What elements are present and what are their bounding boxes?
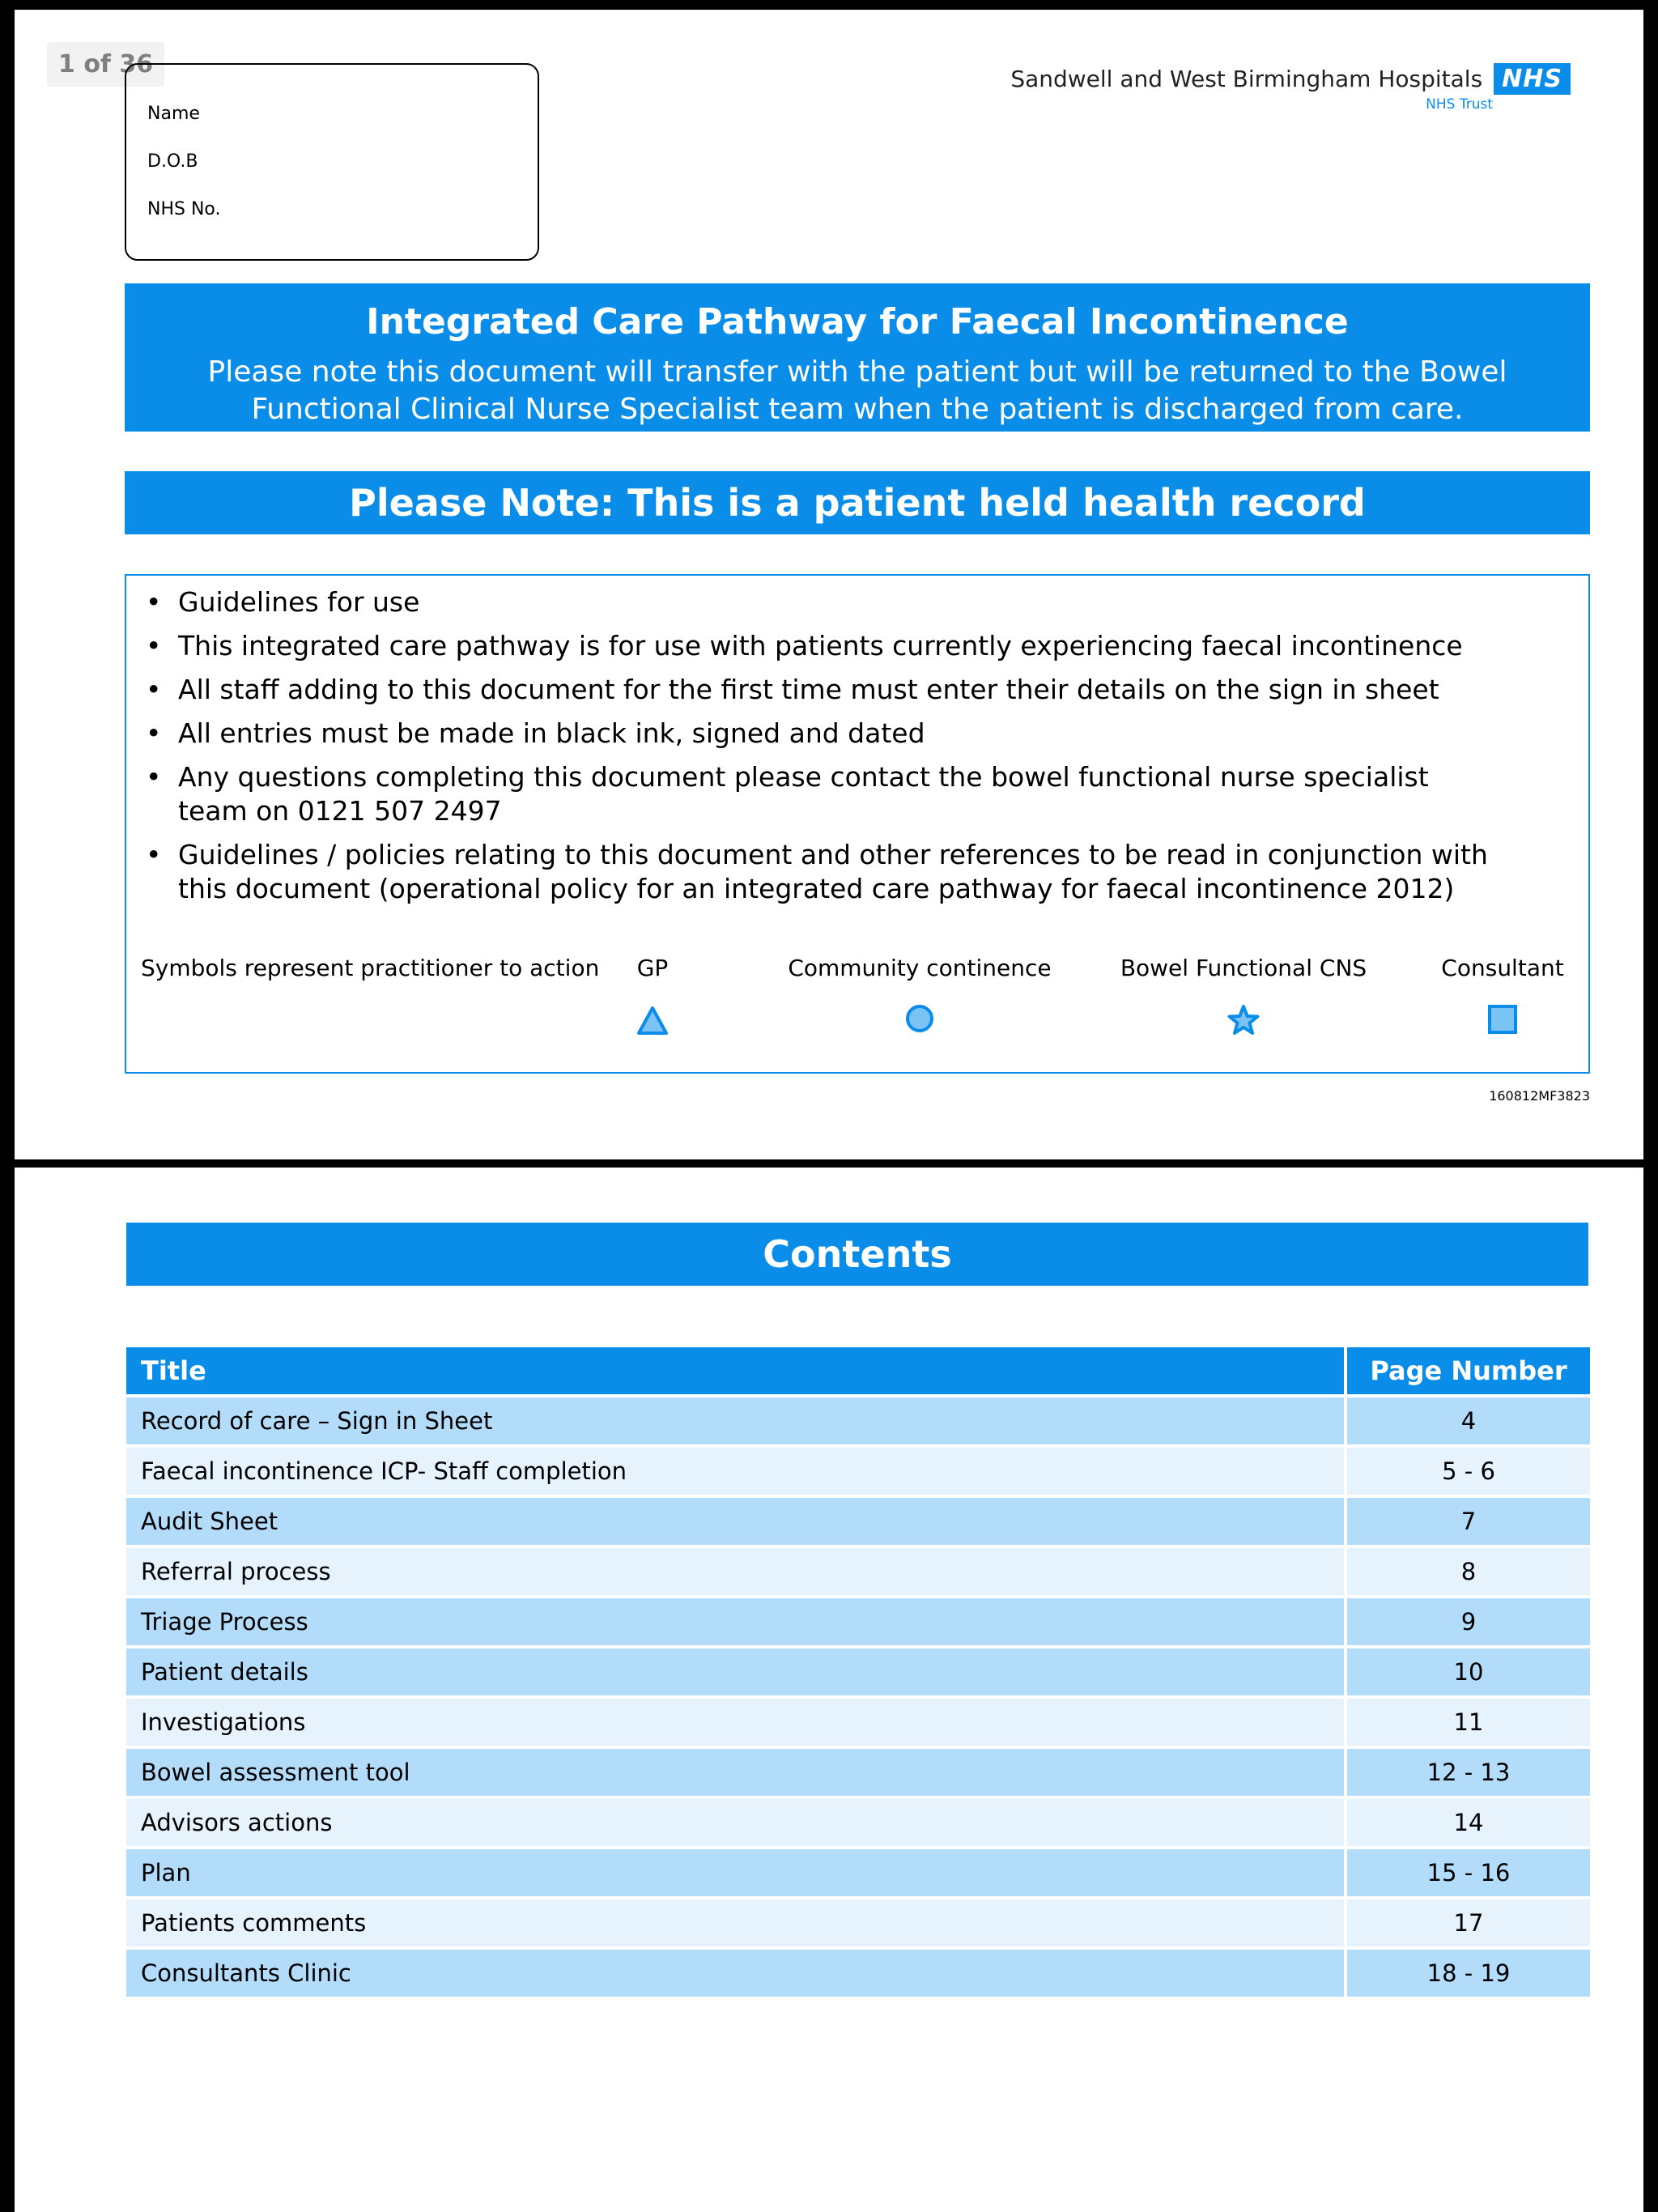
row-title: Plan <box>126 1849 1344 1896</box>
symbol-label: Bowel Functional CNS <box>1120 955 1367 981</box>
title-banner <box>125 283 1590 432</box>
table-header-row <box>126 1347 1590 1394</box>
table-row <box>126 1448 1590 1495</box>
row-title: Advisors actions <box>126 1799 1344 1846</box>
table-row <box>126 1699 1590 1746</box>
column-header-title: Title <box>126 1347 1344 1394</box>
row-title: Investigations <box>126 1699 1344 1746</box>
row-page-number: 4 <box>1344 1397 1590 1444</box>
symbol-gp <box>620 955 685 1036</box>
guidelines-list <box>126 585 1499 916</box>
patient-record-note: Please Note: This is a patient held health record <box>125 471 1590 534</box>
column-header-page-number: Page Number <box>1344 1347 1590 1394</box>
organisation-subtitle: NHS Trust <box>1426 96 1493 113</box>
row-page-number: 7 <box>1344 1498 1590 1545</box>
organisation-name: Sandwell and West Birmingham Hospitals <box>1010 66 1483 92</box>
row-title: Audit Sheet <box>126 1498 1344 1545</box>
contents-heading: Contents <box>126 1223 1588 1286</box>
row-page-number: 8 <box>1344 1548 1590 1595</box>
symbol-legend <box>126 955 1588 1052</box>
table-row <box>126 1749 1590 1796</box>
symbol-consultant <box>1430 955 1575 1036</box>
guidelines-box <box>125 574 1590 1074</box>
row-page-number: 12 - 13 <box>1344 1749 1590 1796</box>
contents-table <box>126 1344 1590 2000</box>
row-title: Triage Process <box>126 1598 1344 1645</box>
document-title: Integrated Care Pathway for Faecal Incontinence <box>366 301 1349 342</box>
symbol-label: Consultant <box>1441 955 1564 981</box>
guideline-item: • Guidelines for use <box>178 585 1499 619</box>
guideline-item: • This integrated care pathway is for use with patients currently experiencing faecal incontinence <box>178 629 1499 663</box>
nhs-number-field-label: NHS No. <box>147 199 221 219</box>
table-row <box>126 1397 1590 1444</box>
organisation-header <box>1010 63 1571 113</box>
row-page-number: 14 <box>1344 1799 1590 1846</box>
table-row <box>126 1849 1590 1896</box>
table-row <box>126 1648 1590 1695</box>
row-title: Referral process <box>126 1548 1344 1595</box>
dob-field-label: D.O.B <box>147 151 198 172</box>
table-row <box>126 1498 1590 1545</box>
symbol-legend-description: Symbols represent practitioner to action <box>141 955 600 981</box>
table-row <box>126 1899 1590 1946</box>
triangle-icon <box>636 1004 669 1036</box>
name-field-label: Name <box>147 104 200 124</box>
row-page-number: 10 <box>1344 1648 1590 1695</box>
square-icon <box>1486 1004 1519 1036</box>
document-page-1 <box>15 10 1643 1159</box>
row-page-number: 11 <box>1344 1699 1590 1746</box>
guideline-item: • Any questions completing this document please contact the bowel functional nurse specialist team on 0121 507 2497 <box>178 760 1499 828</box>
symbol-label: GP <box>636 955 669 981</box>
document-page-2 <box>15 1168 1643 2212</box>
row-page-number: 5 - 6 <box>1344 1448 1590 1495</box>
star-icon <box>1227 1004 1260 1036</box>
row-title: Patients comments <box>126 1899 1344 1946</box>
symbol-community-continence <box>782 955 1057 1036</box>
guideline-item: • All staff adding to this document for the first time must enter their details on the sign in sheet <box>178 673 1499 707</box>
table-row <box>126 1799 1590 1846</box>
table-row <box>126 1548 1590 1595</box>
guideline-item: • Guidelines / policies relating to this document and other references to be read in conjunction with this document (operational policy for an integrated care pathway for faecal incontinence 2012) <box>178 838 1499 906</box>
row-title: Consultants Clinic <box>126 1950 1344 1997</box>
row-title: Patient details <box>126 1648 1344 1695</box>
table-row <box>126 1950 1590 1997</box>
circle-icon <box>903 1004 936 1036</box>
row-page-number: 15 - 16 <box>1344 1849 1590 1896</box>
row-title: Bowel assessment tool <box>126 1749 1344 1796</box>
document-subtitle: Please note this document will transfer with the patient but will be returned to the Bowel Functional Clinical Nurse Specialist team when the patient is discharged from care. <box>207 355 1507 426</box>
table-row <box>126 1598 1590 1645</box>
row-page-number: 17 <box>1344 1899 1590 1946</box>
symbol-bowel-functional-cns <box>1106 955 1381 1036</box>
row-page-number: 18 - 19 <box>1344 1950 1590 1997</box>
nhs-logo: NHS <box>1494 63 1571 95</box>
guideline-item: • All entries must be made in black ink, signed and dated <box>178 717 1499 751</box>
patient-id-box <box>125 63 539 261</box>
row-title: Faecal incontinence ICP- Staff completion <box>126 1448 1344 1495</box>
row-page-number: 9 <box>1344 1598 1590 1645</box>
symbol-label: Community continence <box>788 955 1052 981</box>
document-code: 160812MF3823 <box>1489 1088 1590 1104</box>
page-counter: 1 of 36 <box>47 42 164 87</box>
row-title: Record of care – Sign in Sheet <box>126 1397 1344 1444</box>
